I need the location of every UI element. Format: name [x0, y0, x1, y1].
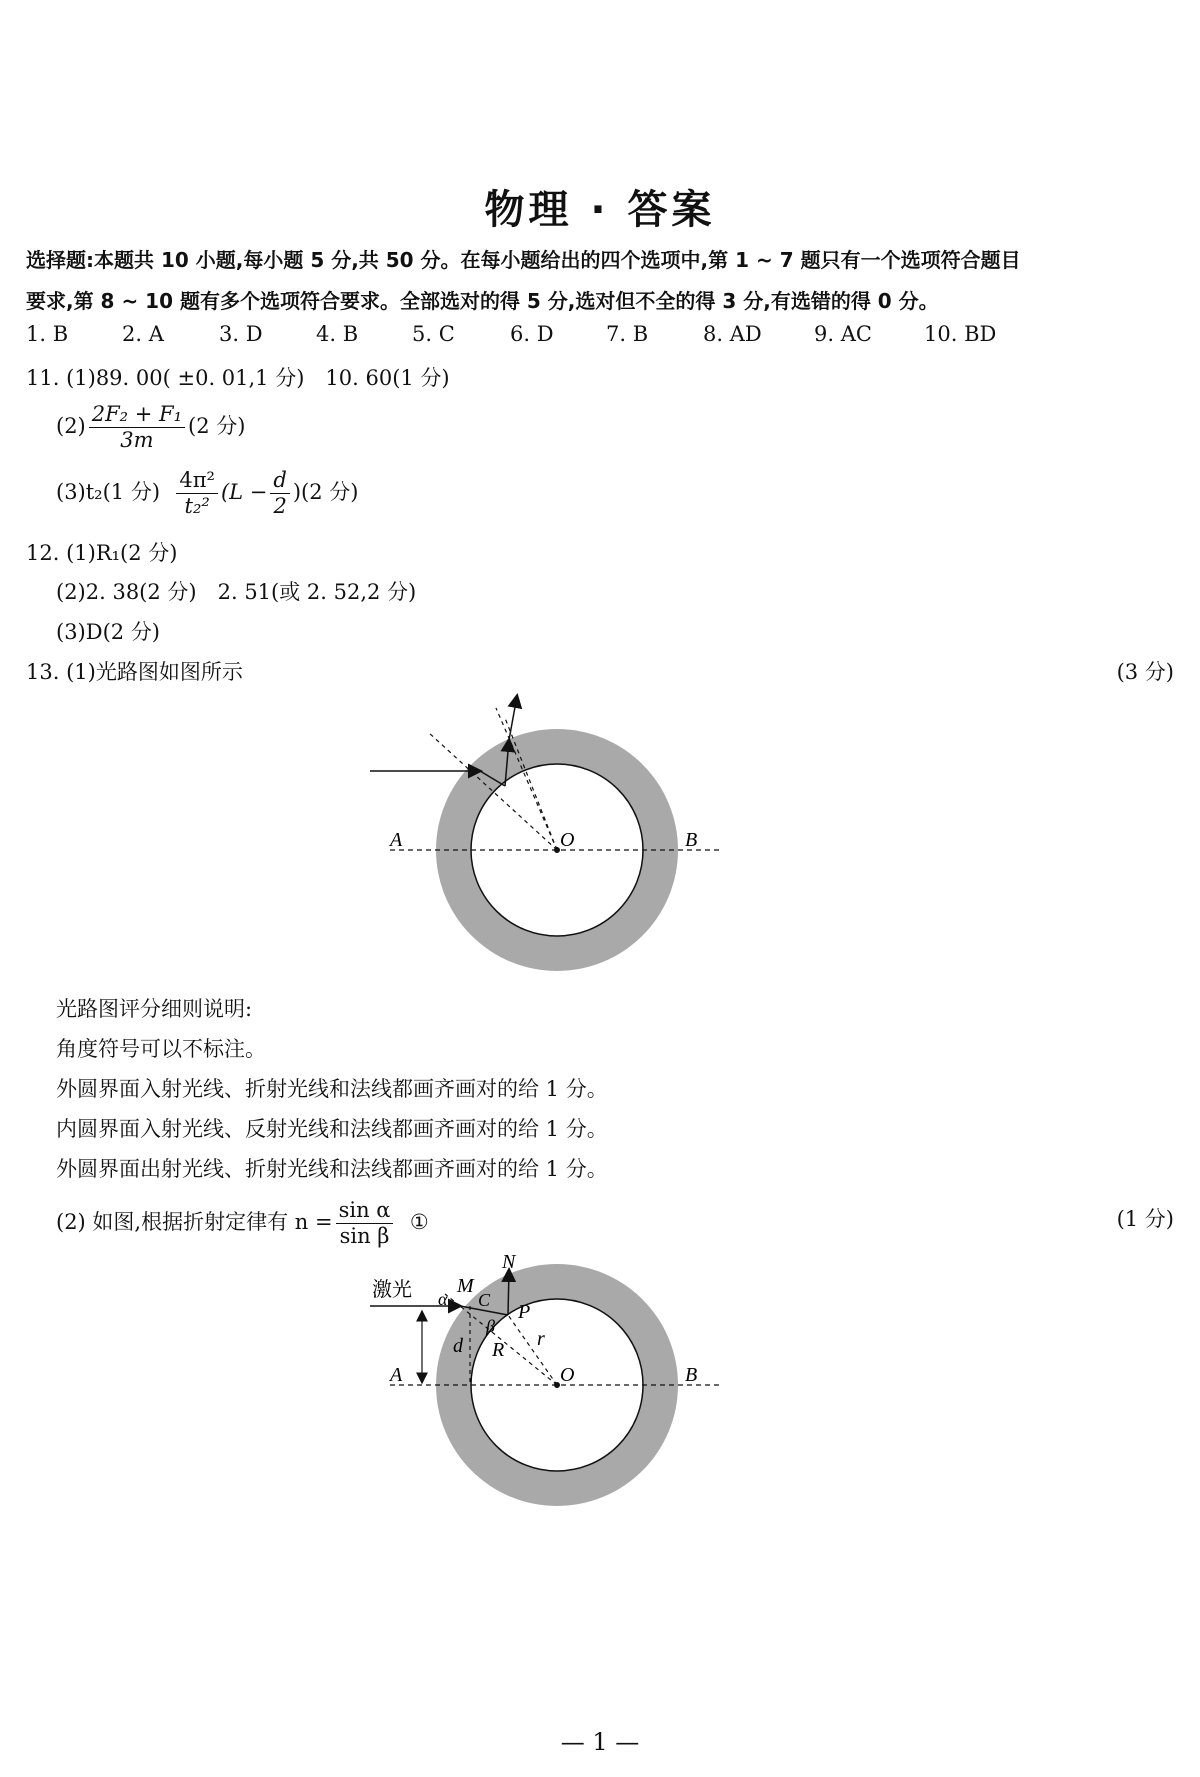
q11-fraction-3: $\frac{d}{2}$: [270, 468, 289, 519]
answer-7: 7. B: [606, 322, 649, 346]
page-number: — 1 —: [560, 1728, 640, 1756]
answer-1: 1. B: [26, 322, 69, 346]
normal-arrow-n: [508, 1270, 509, 1315]
answer-2: 2. A: [122, 322, 164, 346]
answer-3: 3. D: [219, 322, 263, 346]
label-p: P: [518, 1301, 531, 1323]
q11-fraction-2: $\frac{\text{4π²}}{\text{t₂²}}$: [176, 468, 218, 519]
note-2: 外圆界面入射光线、折射光线和法线都画齐画对的给 1 分。: [56, 1077, 608, 1101]
optical-path-figure-1: [360, 688, 740, 988]
label-beta: β: [486, 1316, 495, 1336]
label-alpha: α: [438, 1289, 448, 1309]
q12-part3: (3)D(2 分): [56, 620, 161, 644]
label-n: N: [502, 1252, 516, 1273]
q13-part1: 13. (1)光路图如图所示: [26, 660, 243, 684]
label-r: r: [537, 1328, 545, 1350]
label-b: B: [685, 829, 698, 851]
exit-ray: [509, 696, 517, 740]
laser-label: 激光: [372, 1277, 412, 1301]
answer-10: 10. BD: [924, 322, 997, 346]
q13-part1-score: (3 分): [1116, 660, 1174, 684]
answer-6: 6. D: [510, 322, 554, 346]
snell-fraction: $\frac{\text{sin α}}{\text{sin β}}$: [336, 1198, 394, 1249]
note-heading: 光路图评分细则说明:: [56, 997, 253, 1021]
answer-9: 9. AC: [814, 322, 872, 346]
q12-part1: 12. (1)R₁(2 分): [26, 541, 178, 565]
note-4: 外圆界面出射光线、折射光线和法线都画齐画对的给 1 分。: [56, 1157, 608, 1181]
q11-part3: (3)t₂(1 分) $\frac{\text{4π²}}{\text{t₂²}}$ (L − $\frac{d}{2}$ )(2 分): [56, 468, 359, 519]
intro-line-2: 要求,第 8 ~ 10 题有多个选项符合要求。全部选对的得 5 分,选对但不全的得 3 分,有选错的得 0 分。: [26, 289, 939, 313]
label-m: M: [457, 1275, 474, 1297]
answer-4: 4. B: [316, 322, 359, 346]
note-3: 内圆界面入射光线、反射光线和法线都画齐画对的给 1 分。: [56, 1117, 608, 1141]
note-1: 角度符号可以不标注。: [56, 1037, 266, 1061]
q12-part2: (2)2. 38(2 分) 2. 51(或 2. 52,2 分): [56, 580, 417, 604]
label-o: O: [560, 829, 575, 851]
q13-part2: (2) 如图,根据折射定律有 n = $\frac{\text{sin α}}{\text{sin β}}$ ①: [56, 1198, 429, 1249]
optical-path-figure-2: [360, 1252, 740, 1516]
label-a: A: [390, 1364, 403, 1386]
q11-part2: (2) $\frac{\text{2F₂ + F₁}}{3m}$ (2 分): [56, 402, 246, 453]
q11-part1: 11. (1)89. 00( ±0. 01,1 分) 10. 60(1 分): [26, 366, 450, 390]
label-r-big: R: [492, 1339, 505, 1361]
page-title: 物理 · 答案: [484, 187, 716, 233]
answer-8: 8. AD: [703, 322, 762, 346]
answer-5: 5. C: [412, 322, 455, 346]
intro-line-1: 选择题:本题共 10 小题,每小题 5 分,共 50 分。在每小题给出的四个选项中,第 1 ~ 7 题只有一个选项符合题目: [26, 248, 1021, 272]
label-o: O: [560, 1364, 575, 1386]
q11-fraction-1: $\frac{\text{2F₂ + F₁}}{3m}$: [89, 402, 185, 453]
label-a: A: [390, 829, 403, 851]
q13-part2-score: (1 分): [1116, 1207, 1174, 1231]
label-b: B: [685, 1364, 698, 1386]
label-d: d: [453, 1335, 463, 1357]
label-c: C: [478, 1290, 491, 1310]
